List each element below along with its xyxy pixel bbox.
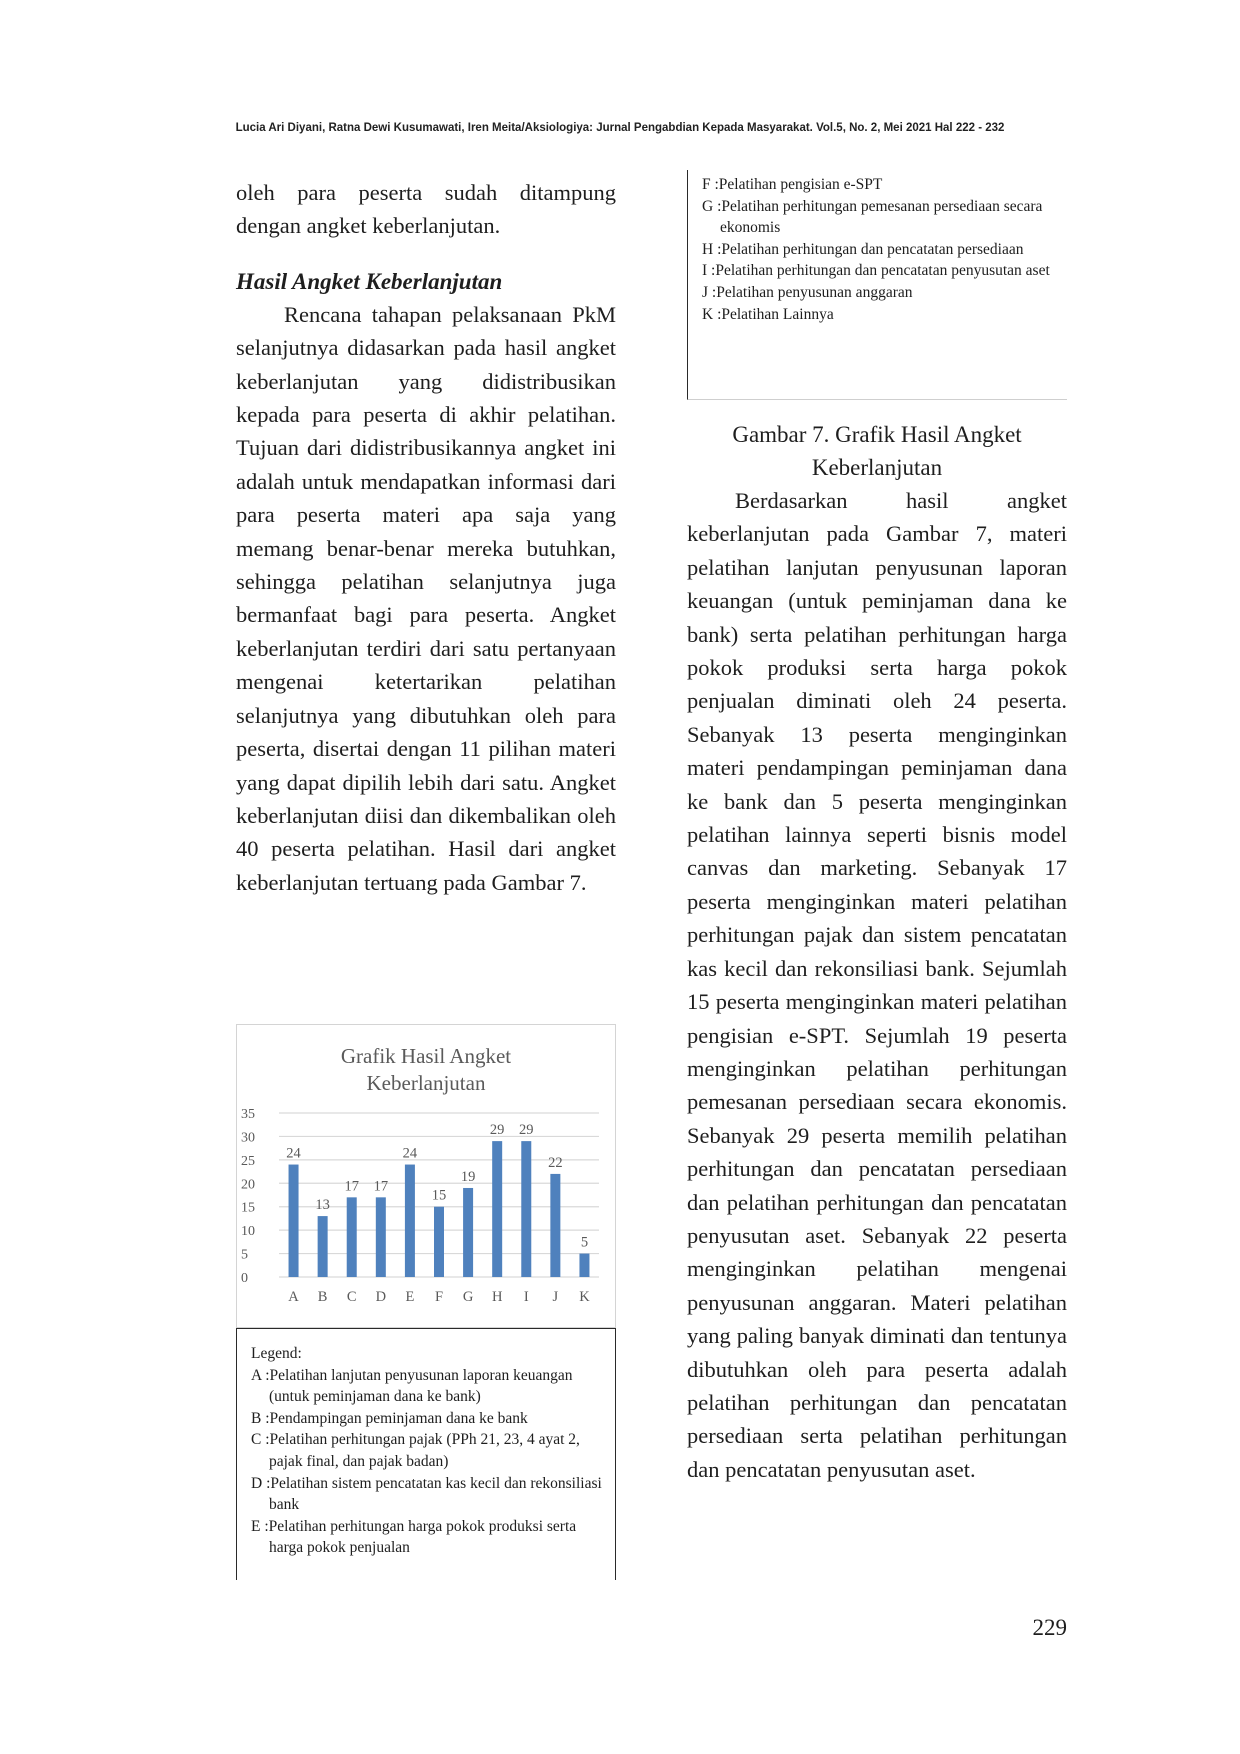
bar-J — [550, 1174, 560, 1277]
x-tick-label-K: K — [579, 1289, 590, 1305]
bar-F — [434, 1207, 444, 1277]
body-paragraph: Rencana tahapan pelaksanaan PkM selanjutnya didasarkan pada hasil angket keberlanjutan yang didistribusikan kepada para peserta di akhir pelatihan. Tujuan dari didistribusikannya angket ini adalah untuk mendapatkan informasi dari para peserta materi apa saja yang memang benar-benar mereka butuhkan, sehingga pelatihan selanjutnya juga bermanfaat bagi para peserta. Angket keberlanjutan terdiri dari satu pertanyaan mengenai ketertarikan pelatihan selanjutnya yang dibutuhkan oleh para peserta, disertai dengan 11 pilihan materi yang dapat dipilih lebih dari satu. Angket keberlanjutan diisi dan dikembalikan oleh 40 peserta pelatihan. Hasil dari angket keberlanjutan tertuang pada Gambar 7. — [236, 301, 616, 895]
y-tick-label: 20 — [241, 1177, 255, 1193]
intro-text: oleh para peserta sudah ditampung dengan angket keberlanjutan. — [236, 180, 616, 239]
x-tick-label-D: D — [375, 1289, 387, 1305]
y-axis-ticks — [241, 1107, 255, 1286]
x-tick-label-I: I — [523, 1289, 529, 1305]
y-tick-label: 35 — [241, 1107, 255, 1122]
y-tick-label: 30 — [241, 1130, 255, 1146]
y-tick-label: 5 — [241, 1247, 248, 1263]
data-label-D: 17 — [373, 1178, 389, 1195]
y-tick-label: 25 — [241, 1153, 255, 1169]
legend-item-a: A :Pelatihan lanjutan penyusunan laporan keuangan (untuk peminjaman dana ke bank) — [251, 1366, 573, 1406]
y-tick-label: 15 — [241, 1200, 255, 1216]
legend-item-j: J :Pelatihan penyusunan anggaran — [702, 283, 913, 301]
legend-item-i: I :Pelatihan perhitungan dan pencatatan penyusutan aset — [702, 262, 1050, 280]
bar-K — [579, 1254, 589, 1277]
legend-box-part-2 — [687, 170, 1067, 400]
bar-I — [521, 1141, 531, 1277]
legend-item-f: F :Pelatihan pengisian e-SPT — [702, 176, 883, 193]
legend-item-b: B :Pendampingan peminjaman dana ke bank — [251, 1409, 528, 1427]
legend-item-e: E :Pelatihan perhitungan harga pokok produksi serta harga pokok penjualan — [251, 1517, 577, 1557]
legend-item-d: D :Pelatihan sistem pencatatan kas kecil dan rekonsiliasi bank — [251, 1474, 602, 1514]
x-tick-label-J: J — [552, 1289, 559, 1305]
data-label-B: 13 — [315, 1197, 330, 1214]
legend-item-h: H :Pelatihan perhitungan dan pencatatan persediaan — [702, 240, 1024, 258]
bar-C — [347, 1197, 357, 1277]
legend-item-g: G :Pelatihan perhitungan pemesanan persediaan secara ekonomis — [702, 197, 1043, 237]
left-column — [236, 176, 616, 899]
right-column — [687, 418, 1067, 1486]
chart-title-line-1: Grafik Hasil Angket — [340, 1044, 512, 1068]
y-tick-label: 0 — [241, 1271, 248, 1286]
data-label-G: 19 — [460, 1168, 476, 1185]
figure-caption: Gambar 7. Grafik Hasil Angket Keberlanjutan — [732, 422, 1022, 480]
x-tick-label-G: G — [462, 1289, 474, 1305]
bar-chart — [237, 1025, 613, 1325]
chart-title-line-2: Keberlanjutan — [366, 1071, 486, 1095]
data-label-J: 22 — [548, 1154, 563, 1171]
x-tick-label-B: B — [317, 1289, 328, 1305]
chart-figure — [236, 1024, 616, 1328]
running-header: Lucia Ari Diyani, Ratna Dewi Kusumawati, Iren Meita/Aksiologiya: Jurnal Pengabdian Kepada Masyarakat. Vol.5, No. 2, Mei 2021 Hal 222 - 232 — [235, 122, 1005, 134]
x-tick-label-C: C — [346, 1289, 357, 1305]
legend-heading: Legend: — [251, 1345, 302, 1362]
x-tick-label-F: F — [434, 1289, 444, 1305]
data-label-I: 29 — [519, 1122, 534, 1139]
data-label-H: 29 — [489, 1122, 505, 1139]
data-label-E: 24 — [402, 1145, 418, 1162]
data-label-F: 15 — [431, 1187, 447, 1204]
x-tick-label-H: H — [491, 1289, 503, 1305]
chart-bars — [289, 1141, 590, 1277]
body-paragraph-right: Berdasarkan hasil angket keberlanjutan pada Gambar 7, materi pelatihan lanjutan penyusunan laporan keuangan (untuk peminjaman dana ke bank) serta pelatihan perhitungan harga pokok produksi serta harga pokok penjualan diminati oleh 24 peserta. Sebanyak 13 peserta menginginkan materi pendampingan peminjaman dana ke bank dan 5 peserta menginginkan pelatihan lainnya seperti bisnis model canvas dan marketing. Sebanyak 17 peserta menginginkan materi pelatihan perhitungan pajak dan sistem pencatatan kas kecil dan rekonsiliasi bank. Sejumlah 15 peserta menginginkan materi pelatihan pengisian e-SPT. Sejumlah 19 peserta menginginkan pelatihan perhitungan pemesanan persediaan secara ekonomis. Sebanyak 29 peserta memilih pelatihan perhitungan dan pencatatan persediaan dan pelatihan perhitungan dan pencatatan penyusutan aset. Sebanyak 22 peserta menginginkan pelatihan mengenai penyusunan anggaran. Materi pelatihan yang paling banyak diminati dan tentunya dibutuhkan oleh para peserta adalah pelatihan perhitungan dan pencatatan persediaan serta pelatihan perhitungan dan pencatatan penyusutan aset. — [687, 488, 1067, 1482]
bar-A — [289, 1165, 299, 1277]
bar-G — [463, 1188, 473, 1277]
y-tick-label: 10 — [241, 1224, 255, 1240]
section-title: Hasil Angket Keberlanjutan — [236, 268, 503, 294]
bar-B — [318, 1216, 328, 1277]
data-label-K: 5 — [580, 1234, 589, 1251]
x-axis-ticks — [288, 1289, 590, 1305]
legend-item-k: K :Pelatihan Lainnya — [702, 305, 834, 323]
data-label-C: 17 — [344, 1178, 359, 1195]
page-number: 229 — [1032, 1615, 1067, 1640]
legend-item-c: C :Pelatihan perhitungan pajak (PPh 21, 23, 4 ayat 2, pajak final, dan pajak badan) — [251, 1431, 580, 1470]
bar-H — [492, 1141, 502, 1277]
bar-D — [376, 1197, 386, 1277]
x-tick-label-A: A — [288, 1289, 299, 1305]
x-tick-label-E: E — [405, 1289, 415, 1305]
legend-box-part-1 — [236, 1328, 616, 1580]
data-label-A: 24 — [286, 1145, 301, 1162]
bar-E — [405, 1165, 415, 1277]
